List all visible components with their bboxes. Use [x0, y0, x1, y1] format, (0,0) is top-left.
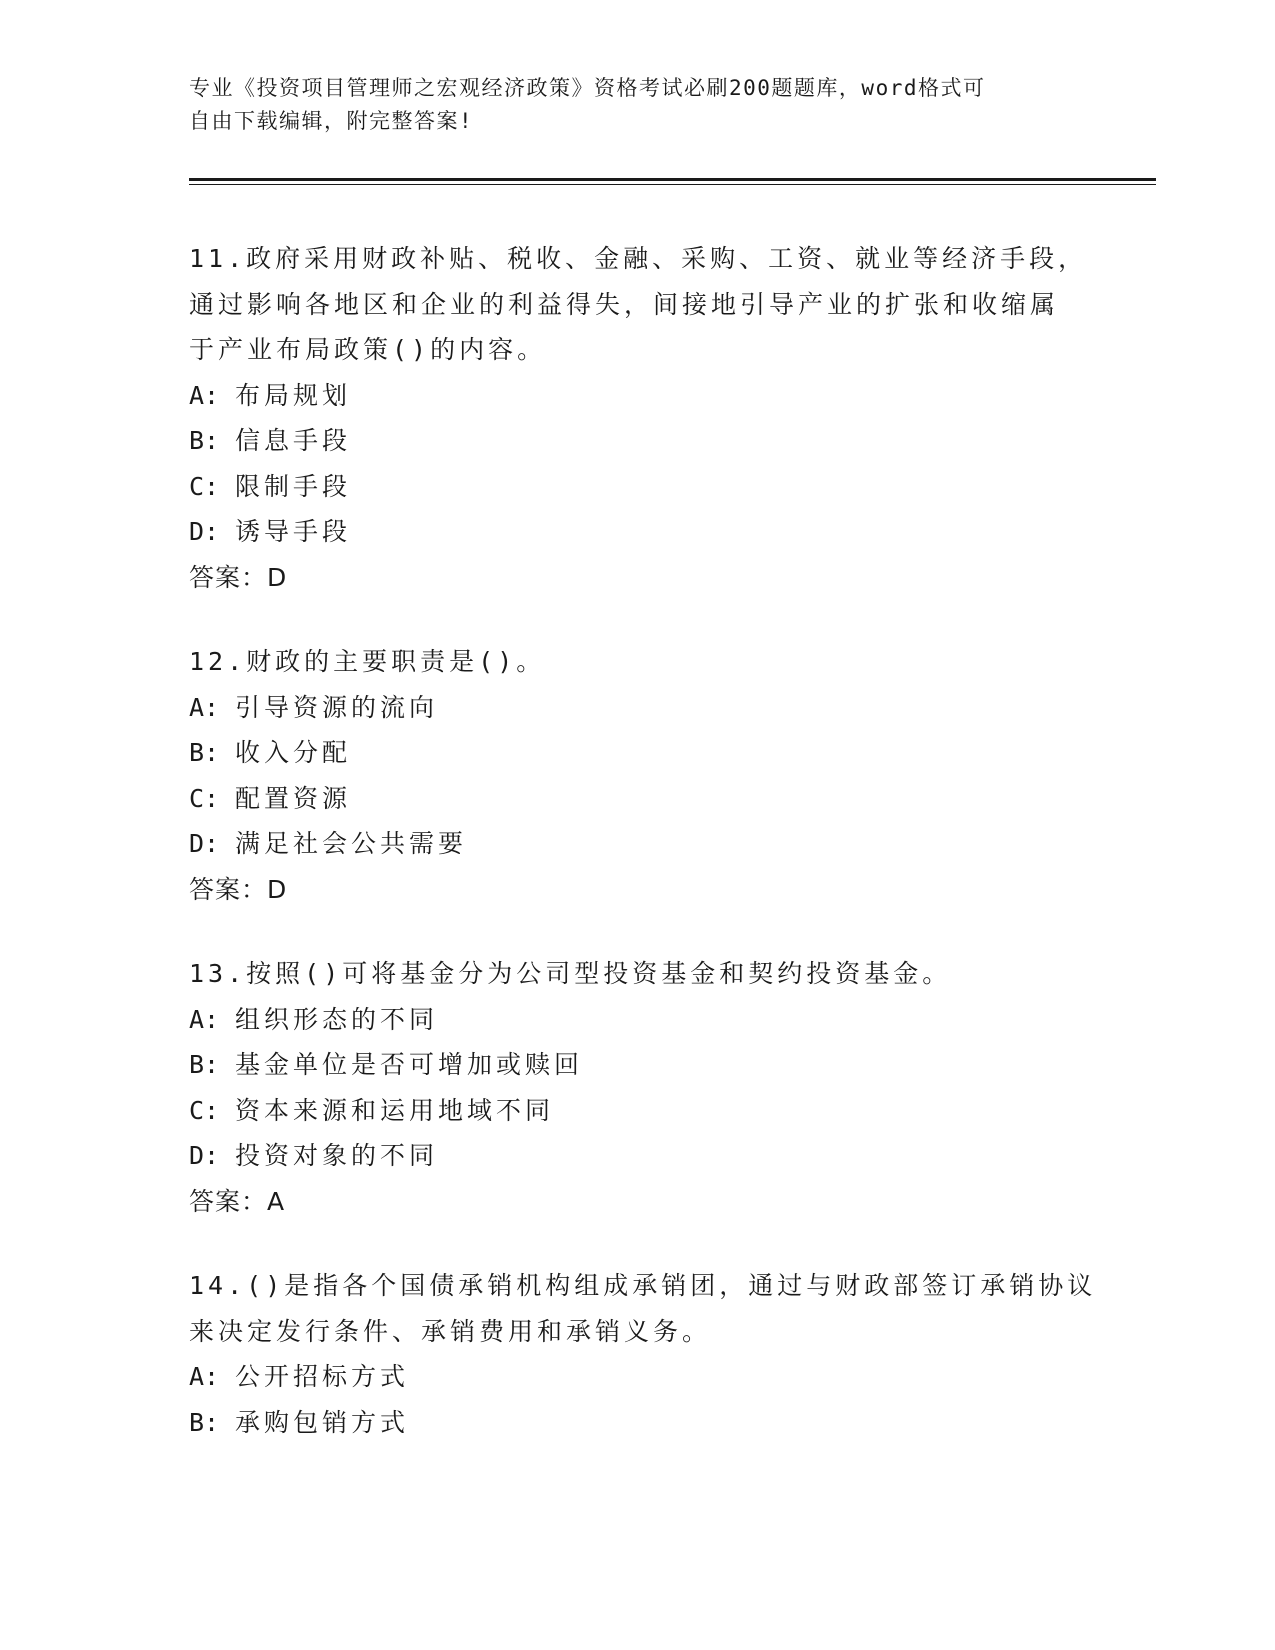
option-letter: D: [189, 1141, 220, 1170]
option-c [189, 464, 1089, 510]
option-a [189, 373, 1089, 419]
question-text-line: 11.政府采用财政补贴、税收、金融、采购、工资、就业等经济手段， [189, 244, 1088, 273]
question-list [189, 236, 1097, 1484]
question-text-line: 14.()是指各个国债承销机构组成承销团，通过与财政部签订承销协议 [189, 1271, 1097, 1300]
option-text: 引导资源的流向 [235, 692, 439, 722]
question-14 [189, 1263, 1097, 1445]
option-letter: D: [189, 829, 220, 858]
option-d [189, 1133, 1089, 1179]
option-letter: C: [189, 1095, 220, 1125]
option-letter: C: [189, 471, 220, 501]
header-line-2: 自由下载编辑，附完整答案! [189, 109, 474, 133]
option-letter: B: [189, 1407, 220, 1437]
option-letter: B: [189, 426, 220, 455]
option-d [189, 509, 1089, 555]
option-letter: A: [189, 692, 220, 722]
option-letter: C: [189, 783, 220, 813]
option-d [189, 821, 1089, 867]
question-text-line: 来决定发行条件、承销费用和承销义务。 [189, 1316, 712, 1346]
option-text: 承购包销方式 [235, 1407, 410, 1437]
option-text: 诱导手段 [235, 517, 352, 546]
option-text: 投资对象的不同 [235, 1141, 439, 1170]
option-text: 满足社会公共需要 [235, 829, 468, 858]
option-letter: A: [189, 1362, 220, 1391]
answer-line: 答案：D [189, 874, 288, 904]
question-text-line: 12.财政的主要职责是()。 [189, 647, 546, 676]
option-a [189, 1354, 1089, 1400]
option-c [189, 776, 1089, 822]
option-text: 信息手段 [235, 426, 352, 455]
option-letter: D: [189, 517, 220, 546]
header-line-1: 专业《投资项目管理师之宏观经济政策》资格考试必刷200题题库，word格式可 [189, 76, 986, 100]
answer-line: 答案：D [189, 562, 288, 592]
header-divider-thick [189, 178, 1156, 181]
option-letter: A: [189, 380, 220, 410]
option-text: 布局规划 [235, 380, 352, 410]
header-divider-thin [189, 184, 1156, 185]
question-13 [189, 951, 1089, 1224]
option-letter: B: [189, 738, 220, 767]
option-b [189, 418, 1089, 464]
answer-line: 答案：A [189, 1186, 286, 1216]
option-text: 收入分配 [235, 738, 352, 767]
option-letter: A: [189, 1004, 220, 1034]
option-b [189, 730, 1089, 776]
option-a [189, 997, 1089, 1043]
option-b [189, 1400, 1089, 1446]
option-text: 组织形态的不同 [235, 1004, 439, 1034]
option-c [189, 1088, 1089, 1134]
option-text: 公开招标方式 [235, 1362, 410, 1391]
option-letter: B: [189, 1050, 220, 1079]
document-header [189, 72, 1069, 138]
option-a [189, 685, 1089, 731]
option-b [189, 1042, 1089, 1088]
question-text-line: 13.按照()可将基金分为公司型投资基金和契约投资基金。 [189, 959, 952, 988]
option-text: 限制手段 [235, 471, 352, 501]
question-12 [189, 639, 1089, 912]
question-text-line: 通过影响各地区和企业的利益得失，间接地引导产业的扩张和收缩属 [189, 289, 1060, 319]
question-text-line: 于产业布局政策()的内容。 [189, 335, 547, 364]
option-text: 基金单位是否可增加或赎回 [235, 1050, 584, 1079]
question-11 [189, 236, 1089, 600]
option-text: 资本来源和运用地域不同 [235, 1095, 555, 1125]
option-text: 配置资源 [235, 783, 352, 813]
